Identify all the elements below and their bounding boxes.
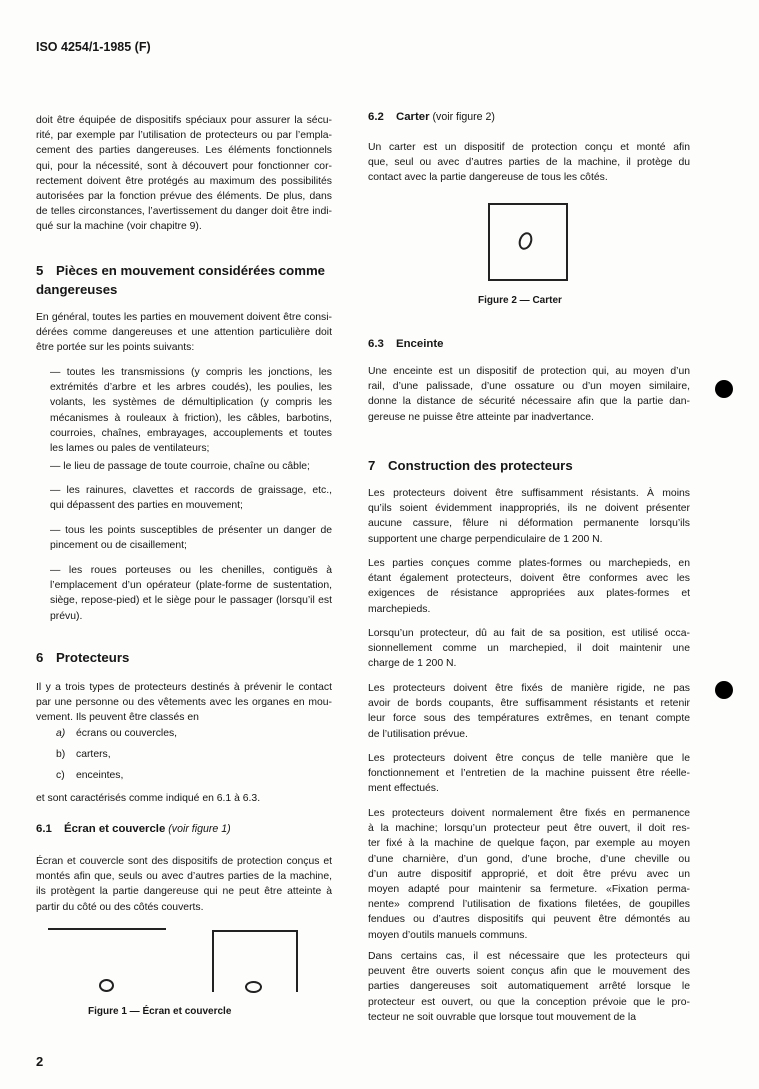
section-7-paragraph bbox=[368, 626, 690, 672]
text-line: d’une charnière, d’un gond, d’une broche, d’une cheville ou bbox=[368, 853, 690, 865]
section-title: Pièces en mouvement considérées comme bbox=[56, 263, 325, 278]
document-header: ISO 4254/1-1985 (F) bbox=[36, 40, 151, 54]
text-line: nente» comprend l’utilisation de fixations filetées, de goupilles bbox=[368, 899, 690, 911]
text-line: rectement doivent être protégés au maximum des possibilités bbox=[36, 175, 332, 187]
text-line: l’emplacement d’un opérateur (plate-forme de sustentation, bbox=[50, 580, 332, 592]
text-line: — les rainures, clavettes et raccords de graissage, etc., bbox=[50, 485, 332, 496]
text-line: partir du côté ou des côtés couverts. bbox=[36, 901, 204, 913]
list-item bbox=[36, 563, 332, 624]
text-line: — le lieu de passage de toute courroie, chaîne ou câble; bbox=[50, 461, 310, 472]
figure-1-part-circle bbox=[245, 981, 262, 993]
text-line: Les protecteurs doivent être fixés de manière rigide, ne pas bbox=[368, 683, 690, 694]
text-line: extrémités d’arbre et les arbres coudés), les poulies, les bbox=[50, 382, 332, 394]
section-6-3-heading bbox=[368, 338, 690, 350]
text-line: — tous les points susceptibles de présenter un danger de bbox=[50, 525, 332, 536]
section-number: 5 bbox=[36, 263, 44, 278]
section-5-heading bbox=[36, 261, 332, 299]
section-6-outro: et sont caractérisés comme indiqué en 6.1 à 6.3. bbox=[36, 793, 261, 804]
enum-text: carters, bbox=[76, 749, 111, 760]
text-line: rail, d’une palissade, d’une ossature ou d’un moyen similaire, bbox=[368, 381, 690, 393]
section-6-3-text bbox=[368, 364, 690, 425]
text-line: Les protecteurs doivent être suffisamment résistants. À moins bbox=[368, 488, 690, 499]
text-line: volants, les systèmes de démultiplication (y compris les bbox=[50, 397, 332, 409]
section-5-intro bbox=[36, 310, 332, 356]
text-line: être portée sur les points suivants: bbox=[36, 342, 195, 354]
section-7-paragraph bbox=[368, 556, 690, 617]
text-line: pincement ou de cisaillement; bbox=[50, 540, 187, 552]
text-line: — toutes les transmissions (y compris les jonctions, les bbox=[50, 367, 332, 378]
section-6-1-heading bbox=[36, 823, 332, 835]
section-7-paragraph bbox=[368, 751, 690, 797]
intro-paragraph bbox=[36, 113, 332, 235]
list-item bbox=[36, 459, 332, 474]
figure-1-part-circle bbox=[99, 979, 114, 992]
list-item bbox=[36, 523, 332, 553]
text-line: tecteur ne soit ouvrable que lorsque tout mouvement de la bbox=[368, 1011, 637, 1023]
enum-text: enceintes, bbox=[76, 770, 124, 781]
text-line: contact avec la partie dangereuse de tous les côtés. bbox=[368, 172, 608, 184]
section-title: Enceinte bbox=[396, 338, 444, 350]
text-line: courroies, chaînes, embrayages, accouplements et toutes bbox=[50, 427, 332, 439]
enum-label: a) bbox=[56, 728, 66, 739]
text-line: aucune cassure, fêlure ni déformation permanente lorsqu’ils bbox=[368, 518, 690, 530]
section-6-1-text bbox=[36, 854, 332, 915]
list-item bbox=[36, 365, 332, 456]
text-line: ils protègent la partie dangereuse qui ne peut être atteinte à bbox=[36, 886, 332, 898]
text-line: à la machine; lorsqu’un protecteur peut être ouvert, il doit res- bbox=[368, 823, 690, 835]
section-7-paragraph bbox=[368, 486, 690, 547]
section-6-intro bbox=[36, 680, 332, 726]
text-line: — les roues porteuses ou les chenilles, contiguës à bbox=[50, 565, 332, 576]
text-line: autorisées par la fonction prévue des éléments. De plus, dans bbox=[36, 191, 332, 203]
text-line: Les protecteurs doivent être conçus de telle manière que le bbox=[368, 753, 690, 764]
text-line: que, seul ou avec d’autres parties de la machine, il protège du bbox=[368, 157, 690, 169]
text-line: moyen adapté pour maintenir sa fermeture. «Fixation perma- bbox=[368, 884, 690, 896]
figure-2-caption: Figure 2 — Carter bbox=[478, 295, 562, 306]
section-7-paragraph bbox=[368, 806, 690, 943]
section-7-paragraph bbox=[368, 949, 690, 1025]
text-line: siège, repose-pied) et le siège pour le passager (lorsqu’il est bbox=[50, 595, 332, 607]
text-line: En général, toutes les parties en mouvement doivent être consi- bbox=[36, 312, 332, 323]
text-line: leur force sous des températures extrêmes, en tenant compte bbox=[368, 713, 690, 725]
text-line: supportent une charge perpendiculaire de 1 200 N. bbox=[368, 533, 603, 545]
text-line: protecteur est ouvert, ou que la conception prévoie que le pro- bbox=[368, 996, 690, 1008]
enum-label: c) bbox=[56, 770, 65, 781]
text-line: les lames ou pales de ventilateurs; bbox=[50, 443, 210, 455]
figure-reference: (voir figure 2) bbox=[432, 111, 495, 123]
text-line: marchepieds. bbox=[368, 603, 431, 615]
text-line: de l’utilisation prévue. bbox=[368, 728, 468, 740]
section-title: Écran et couvercle bbox=[64, 823, 166, 835]
text-line: qu’ils soient évidemment inappropriés, ils ne doivent présenter bbox=[368, 503, 690, 515]
text-line: avoir de bords coupants, être suffisamment résistants et retenir bbox=[368, 698, 690, 710]
text-line: moyen d’outils manuels communs. bbox=[368, 929, 528, 941]
text-line: d’un autre dispositif approprié, et doit être prévu avec un bbox=[368, 868, 690, 880]
text-line: par une personne ou des vêtements avec les organes en mou- bbox=[36, 697, 332, 709]
text-line: Lorsqu’un protecteur, dû au fait de sa position, est utilisé occa- bbox=[368, 628, 690, 639]
figure-1-caption: Figure 1 — Écran et couvercle bbox=[88, 1006, 232, 1017]
enum-item-a bbox=[56, 728, 177, 739]
text-line: peuvent être ouverts soient conçus afin que le mouvement des bbox=[368, 966, 690, 978]
text-line: gereuse ne puisse être atteinte par inadvertance. bbox=[368, 411, 594, 423]
figure-1-screen-line bbox=[48, 928, 166, 930]
text-line: étant également protecteurs, doivent être conformes avec les bbox=[368, 573, 690, 585]
page-number: 2 bbox=[36, 1054, 44, 1069]
section-number: 6 bbox=[36, 650, 44, 665]
text-line: mécanismes à rouleaux à friction), les câbles, barbotins, bbox=[50, 412, 332, 424]
section-title: Protecteurs bbox=[56, 650, 130, 665]
text-line: dérées comme dangereuses et une attention particulière doit bbox=[36, 327, 332, 339]
text-line: exigences de résistance appropriées aux plates-formes et bbox=[368, 588, 690, 600]
text-line: Les protecteurs doivent normalement être fixés en permanence bbox=[368, 808, 690, 819]
change-marker-dot bbox=[715, 681, 733, 699]
section-number: 6.3 bbox=[368, 338, 384, 350]
section-title: Construction des protecteurs bbox=[388, 458, 573, 473]
enum-item-b bbox=[56, 749, 111, 760]
figure-reference: (voir figure 1) bbox=[168, 823, 231, 835]
text-line: Dans certains cas, il est nécessaire que les protecteurs qui bbox=[368, 951, 690, 962]
section-6-2-text bbox=[368, 140, 690, 186]
change-marker-dot bbox=[715, 380, 733, 398]
section-number: 6.1 bbox=[36, 823, 52, 835]
list-item bbox=[36, 483, 332, 513]
enum-item-c bbox=[56, 770, 123, 781]
section-number: 6.2 bbox=[368, 111, 384, 123]
text-line: parties dangereuses soit automatiquement arrêté lorsque le bbox=[368, 981, 690, 993]
text-line: prévu). bbox=[50, 610, 83, 622]
section-6-2-heading bbox=[368, 111, 690, 123]
text-line: qui dépassent des parties en mouvement; bbox=[50, 500, 243, 512]
text-line: fendues ou d’autres dispositifs qui peuvent être démontés au bbox=[368, 914, 690, 926]
enum-label: b) bbox=[56, 749, 66, 760]
text-line: doit être équipée de dispositifs spéciaux pour assurer la sécu- bbox=[36, 115, 332, 126]
text-line: cement des parties dangereuses. Les éléments fonctionnels bbox=[36, 145, 332, 157]
text-line: donne la distance de sécurité nécessaire afin que la partie dan- bbox=[368, 396, 690, 408]
text-line: montés afin que, seuls ou avec d’autres parties de la machine, bbox=[36, 871, 332, 883]
section-7-paragraph bbox=[368, 681, 690, 742]
text-line: qué sur la machine (voir chapitre 9). bbox=[36, 221, 202, 233]
text-line: sionnellement comme un marchepied, il doit maintenir une bbox=[368, 643, 690, 655]
text-line: de telles circonstances, l’avertissement du danger doit être indi- bbox=[36, 206, 332, 218]
text-line: Une enceinte est un dispositif de protection qui, au moyen d’un bbox=[368, 366, 690, 377]
text-line: ter fixé à la machine de quelque façon, par exemple au moyen bbox=[368, 838, 690, 850]
enum-text: écrans ou couvercles, bbox=[76, 728, 178, 739]
section-title: Carter bbox=[396, 111, 430, 123]
text-line: rité, par exemple par l’utilisation de protecteurs ou par l’empla- bbox=[36, 130, 332, 142]
text-line: fonctionnement et l’entretien de la machine puissent être réelle- bbox=[368, 768, 690, 780]
text-line: Il y a trois types de protecteurs destinés à prévenir le contact bbox=[36, 682, 332, 693]
section-7-heading bbox=[368, 456, 690, 475]
section-number: 7 bbox=[368, 458, 376, 473]
text-line: Un carter est un dispositif de protection conçu et monté afin bbox=[368, 142, 690, 153]
text-line: charge de 1 200 N. bbox=[368, 658, 457, 670]
text-line: vement. Ils peuvent être classés en bbox=[36, 712, 199, 724]
text-line: qui, pour la nécessité, sont à découvert pour fonctionner cor- bbox=[36, 160, 332, 172]
section-title-cont: dangereuses bbox=[36, 282, 118, 297]
section-6-heading bbox=[36, 648, 332, 667]
text-line: Écran et couvercle sont des dispositifs de protection conçus et bbox=[36, 856, 332, 867]
text-line: Les parties conçues comme plates-formes ou marchepieds, en bbox=[368, 558, 690, 569]
text-line: ment effectués. bbox=[368, 783, 439, 795]
